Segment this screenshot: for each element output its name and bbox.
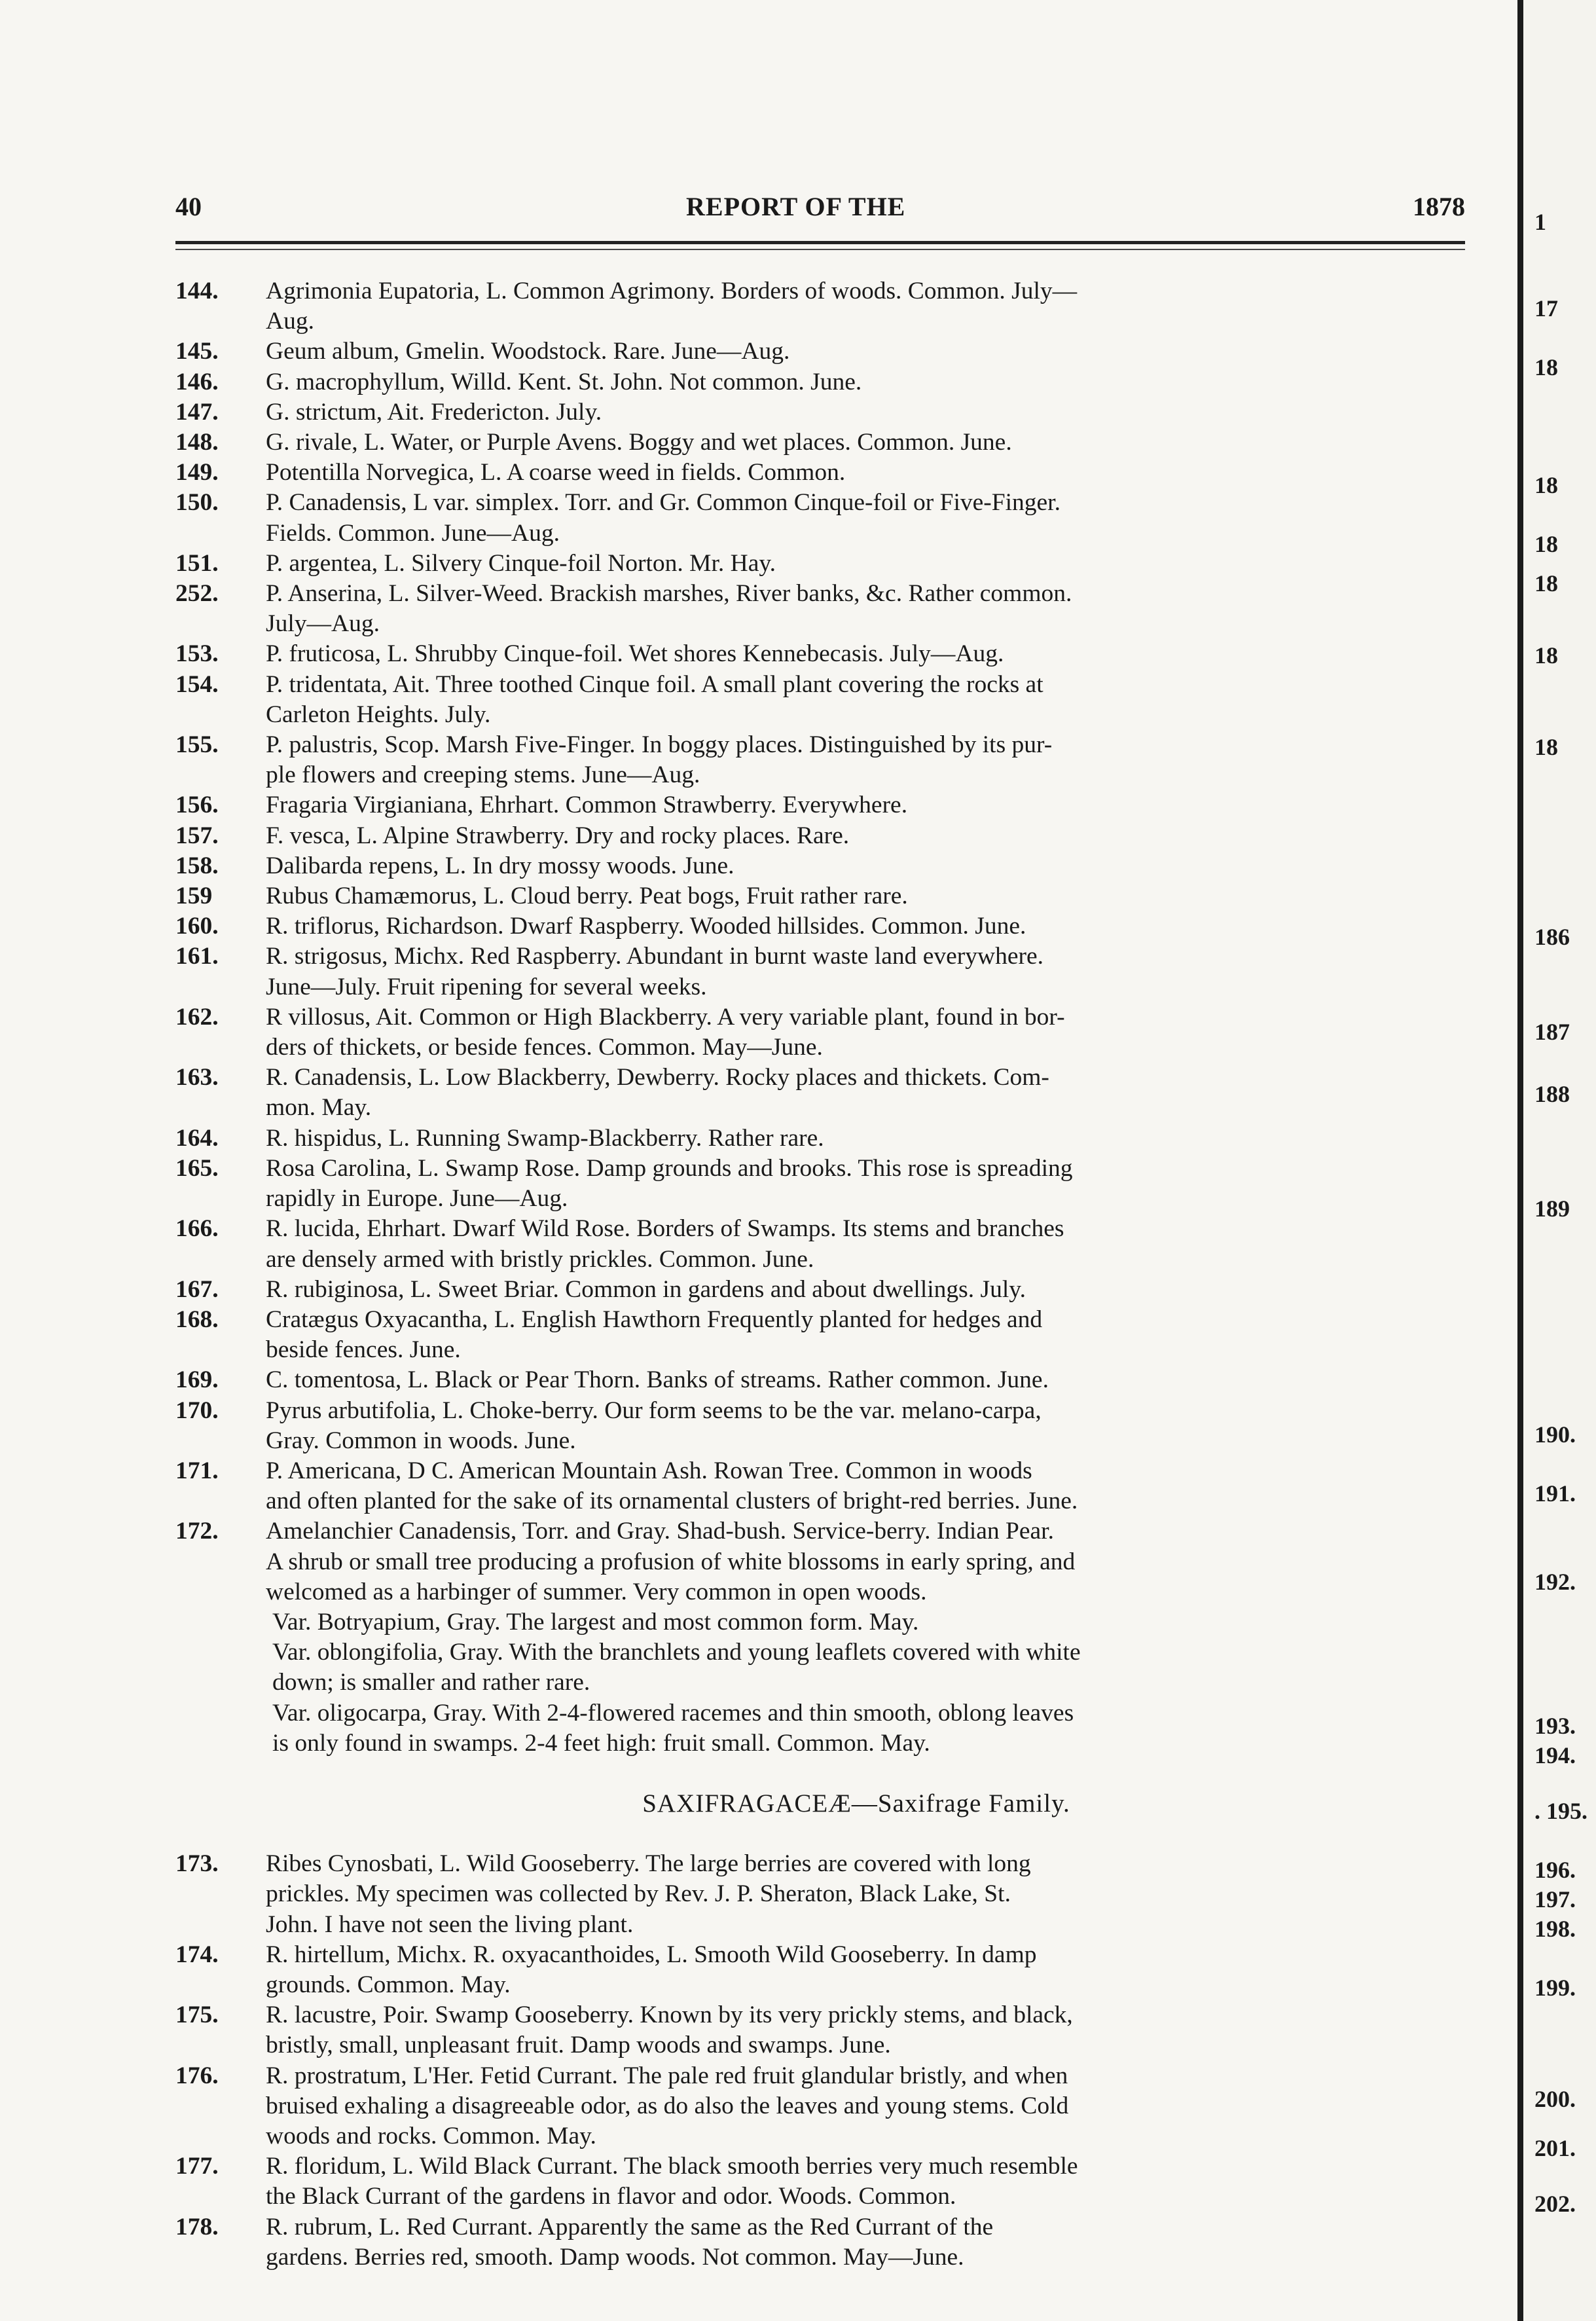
entry-text-line: R. Canadensis, L. Low Blackberry, Dewberry. Rocky places and thickets. Com- bbox=[266, 1064, 1049, 1091]
adjacent-page-number: 18 bbox=[1534, 472, 1558, 498]
variety-text-line: Var. oligocarpa, Gray. With 2-4-flowered racemes and thin smooth, oblong leaves bbox=[272, 1699, 1074, 1727]
entry-text-line: P. tridentata, Ait. Three toothed Cinque foil. A small plant covering the rocks at bbox=[266, 670, 1043, 698]
adjacent-page-number: 192. bbox=[1534, 1569, 1576, 1595]
variety-text-line: Var. oblongifolia, Gray. With the branchlets and young leaflets covered with white bbox=[272, 1639, 1081, 1666]
adjacent-page-number: 188 bbox=[1534, 1081, 1570, 1107]
species-entry bbox=[175, 276, 1459, 337]
entry-text-line: C. tomentosa, L. Black or Pear Thorn. Banks of streams. Rather common. June. bbox=[266, 1366, 1049, 1394]
variety-text-line: Var. Botryapium, Gray. The largest and most common form. May. bbox=[272, 1608, 919, 1636]
entry-text-line: R. lucida, Ehrhart. Dwarf Wild Rose. Borders of Swamps. Its stems and branches bbox=[266, 1215, 1064, 1243]
entry-text-line: G. strictum, Ait. Fredericton. July. bbox=[266, 398, 602, 426]
adjacent-page-number: 197. bbox=[1534, 1886, 1576, 1912]
entry-text-line: Carleton Heights. July. bbox=[266, 701, 491, 728]
adjacent-page-number: 1 bbox=[1534, 209, 1546, 235]
entry-number: 156. bbox=[175, 792, 219, 819]
adjacent-page-number: 191. bbox=[1534, 1480, 1576, 1507]
entry-number: 158. bbox=[175, 852, 219, 879]
species-entry bbox=[175, 1214, 1459, 1274]
entry-number: 178. bbox=[175, 2213, 219, 2240]
variety-text-line: is only found in swamps. 2-4 feet high: fruit small. Common. May. bbox=[272, 1729, 930, 1757]
adjacent-page-number: 198. bbox=[1534, 1916, 1576, 1942]
entry-number: 168. bbox=[175, 1306, 219, 1333]
adjacent-page-number: 186 bbox=[1534, 924, 1570, 950]
entry-number: 164. bbox=[175, 1124, 219, 1152]
entry-number: 145. bbox=[175, 338, 219, 365]
species-entry bbox=[175, 821, 1459, 851]
entry-number: 162. bbox=[175, 1003, 219, 1031]
entry-text-line: June—July. Fruit ripening for several weeks. bbox=[266, 973, 707, 1000]
entry-text-line: Agrimonia Eupatoria, L. Common Agrimony. Borders of woods. Common. July— bbox=[266, 278, 1078, 304]
species-entry bbox=[175, 639, 1459, 669]
entry-text-line: ders of thickets, or beside fences. Common. May—June. bbox=[266, 1034, 823, 1061]
entry-text-line: R. prostratum, L'Her. Fetid Currant. The pale red fruit glandular bristly, and when bbox=[266, 2062, 1068, 2089]
entry-text-line: R. hirtellum, Michx. R. oxyacanthoides, L. Smooth Wild Gooseberry. In damp bbox=[266, 1941, 1037, 1968]
adjacent-page-number: 190. bbox=[1534, 1421, 1576, 1448]
entry-number: 169. bbox=[175, 1366, 219, 1394]
entry-number: 173. bbox=[175, 1850, 219, 1878]
species-entry bbox=[175, 2061, 1459, 2152]
entry-text-line: gardens. Berries red, smooth. Damp woods. Not common. May—June. bbox=[266, 2243, 964, 2271]
entry-number: 149. bbox=[175, 459, 219, 486]
adjacent-page-number: 18 bbox=[1534, 570, 1558, 596]
entry-text-line: bruised exhaling a disagreeable odor, as do also the leaves and young stems. Cold bbox=[266, 2092, 1069, 2119]
running-header bbox=[175, 191, 1465, 228]
entry-number: 160. bbox=[175, 913, 219, 940]
entry-text-line: beside fences. June. bbox=[266, 1336, 461, 1364]
adjacent-page-number: 196. bbox=[1534, 1857, 1576, 1883]
entry-number: 175. bbox=[175, 2001, 219, 2029]
species-entry bbox=[175, 579, 1459, 639]
entry-number: 171. bbox=[175, 1457, 219, 1484]
entry-text-line: Rubus Chamæmorus, L. Cloud berry. Peat bogs, Fruit rather rare. bbox=[266, 883, 908, 910]
variety-text-line: down; is smaller and rather rare. bbox=[272, 1669, 590, 1696]
adjacent-page-number: 18 bbox=[1534, 642, 1558, 668]
species-entry bbox=[175, 367, 1459, 397]
entry-number: 170. bbox=[175, 1397, 219, 1424]
entry-number: 150. bbox=[175, 489, 219, 517]
adjacent-page-number: 194. bbox=[1534, 1742, 1576, 1768]
entry-number: 177. bbox=[175, 2153, 219, 2180]
species-entry bbox=[175, 2000, 1459, 2060]
species-entry bbox=[175, 851, 1459, 881]
species-entry bbox=[175, 881, 1459, 911]
entry-number: 154. bbox=[175, 670, 219, 698]
species-entry bbox=[175, 1063, 1459, 1123]
adjacent-page-numbers bbox=[1525, 0, 1596, 2321]
entry-number: 166. bbox=[175, 1215, 219, 1243]
entry-number: 146. bbox=[175, 368, 219, 395]
species-entry bbox=[175, 488, 1459, 548]
species-entry bbox=[175, 790, 1459, 820]
entry-number: 163. bbox=[175, 1064, 219, 1091]
page-number: 40 bbox=[175, 192, 202, 221]
entry-text-line: G. macrophyllum, Willd. Kent. St. John. Not common. June. bbox=[266, 368, 862, 395]
entry-text-line: P. Americana, D C. American Mountain Ash. Rowan Tree. Common in woods bbox=[266, 1457, 1032, 1484]
entry-text-line: R villosus, Ait. Common or High Blackberry. A very variable plant, found in bor- bbox=[266, 1003, 1065, 1031]
entry-text-line: R. lacustre, Poir. Swamp Gooseberry. Known by its very prickly stems, and black, bbox=[266, 2001, 1073, 2029]
entry-number: 147. bbox=[175, 398, 219, 426]
header-year: 1878 bbox=[1413, 192, 1465, 221]
species-entry bbox=[175, 1275, 1459, 1305]
entry-text-line: Potentilla Norvegica, L. A coarse weed in fields. Common. bbox=[266, 459, 846, 486]
entry-text-line: woods and rocks. Common. May. bbox=[266, 2122, 596, 2149]
species-entry bbox=[175, 1154, 1459, 1214]
entry-text-line: R. floridum, L. Wild Black Currant. The black smooth berries very much resemble bbox=[266, 2153, 1078, 2180]
adjacent-page-number: 199. bbox=[1534, 1975, 1576, 2001]
entry-number: 155. bbox=[175, 731, 219, 759]
header-rule-thin bbox=[175, 249, 1465, 250]
species-entry bbox=[175, 549, 1459, 579]
adjacent-page-number: 18 bbox=[1534, 531, 1558, 557]
entry-number: 157. bbox=[175, 822, 219, 849]
species-entry bbox=[175, 730, 1459, 790]
entry-text-line: R. rubiginosa, L. Sweet Briar. Common in gardens and about dwellings. July. bbox=[266, 1275, 1026, 1303]
entry-number: 151. bbox=[175, 549, 219, 577]
header-rule-thick bbox=[175, 241, 1465, 244]
entry-text-line: July—Aug. bbox=[266, 610, 380, 638]
adjacent-page-number: 201. bbox=[1534, 2135, 1576, 2161]
entry-text-line: are densely armed with bristly prickles. Common. June. bbox=[266, 1245, 814, 1273]
entry-text-line: P. fruticosa, L. Shrubby Cinque-foil. Wet shores Kennebecasis. July—Aug. bbox=[266, 640, 1004, 668]
adjacent-page-number: . 195. bbox=[1534, 1798, 1587, 1824]
entry-number: 172. bbox=[175, 1518, 219, 1545]
entry-text-line: Ribes Cynosbati, L. Wild Gooseberry. The large berries are covered with long bbox=[266, 1850, 1031, 1878]
page-body bbox=[175, 276, 1459, 2273]
entry-text-line: P. argentea, L. Silvery Cinque-foil Norton. Mr. Hay. bbox=[266, 549, 776, 577]
entry-text-line: and often planted for the sake of its ornamental clusters of bright-red berries. June. bbox=[266, 1488, 1078, 1515]
entry-text-line: Aug. bbox=[266, 308, 314, 335]
species-entry bbox=[175, 428, 1459, 458]
entry-text-line: F. vesca, L. Alpine Strawberry. Dry and rocky places. Rare. bbox=[266, 822, 850, 849]
species-entry bbox=[175, 911, 1459, 941]
entry-text-line: R. hispidus, L. Running Swamp-Blackberry. Rather rare. bbox=[266, 1124, 824, 1152]
variety-list bbox=[175, 1607, 1459, 1759]
entry-number: 165. bbox=[175, 1154, 219, 1182]
entry-text-line: Fields. Common. June—Aug. bbox=[266, 519, 560, 547]
species-entry bbox=[175, 458, 1459, 488]
entry-number: 167. bbox=[175, 1275, 219, 1303]
entry-text-line: prickles. My specimen was collected by Rev. J. P. Sheraton, Black Lake, St. bbox=[266, 1880, 1011, 1908]
species-entry bbox=[175, 670, 1459, 730]
entry-text-line: R. strigosus, Michx. Red Raspberry. Abundant in burnt waste land everywhere. bbox=[266, 943, 1043, 970]
entry-text-line: Dalibarda repens, L. In dry mossy woods. June. bbox=[266, 852, 735, 879]
entry-list-saxifragaceae bbox=[175, 1849, 1459, 2273]
entry-text-line: P. Anserina, L. Silver-Weed. Brackish marshes, River banks, &c. Rather common. bbox=[266, 580, 1072, 608]
species-entry bbox=[175, 1396, 1459, 1456]
adjacent-page-number: 18 bbox=[1534, 734, 1558, 760]
species-entry bbox=[175, 1124, 1459, 1154]
entry-text-line: R. rubrum, L. Red Currant. Apparently the same as the Red Currant of the bbox=[266, 2213, 994, 2240]
entry-text-line: Pyrus arbutifolia, L. Choke-berry. Our form seems to be the var. melano-carpa, bbox=[266, 1397, 1042, 1424]
entry-number: 161. bbox=[175, 943, 219, 970]
entry-list-rosaceae bbox=[175, 276, 1459, 1607]
entry-text-line: Geum album, Gmelin. Woodstock. Rare. June—Aug. bbox=[266, 338, 790, 365]
entry-text-line: mon. May. bbox=[266, 1094, 372, 1122]
entry-number: 174. bbox=[175, 1941, 219, 1968]
adjacent-page-number: 189 bbox=[1534, 1196, 1570, 1222]
adjacent-page-number: 200. bbox=[1534, 2086, 1576, 2112]
entry-number: 148. bbox=[175, 429, 219, 456]
entry-text-line: P. Canadensis, L var. simplex. Torr. and Gr. Common Cinque-foil or Five-Finger. bbox=[266, 489, 1061, 517]
entry-number: 159 bbox=[175, 883, 213, 910]
entry-text-line: R. triflorus, Richardson. Dwarf Raspberry. Wooded hillsides. Common. June. bbox=[266, 913, 1026, 940]
adjacent-page-number: 193. bbox=[1534, 1713, 1576, 1739]
entry-text-line: Gray. Common in woods. June. bbox=[266, 1427, 576, 1454]
species-entry bbox=[175, 1365, 1459, 1395]
variety-entry bbox=[272, 1607, 1459, 1637]
species-entry bbox=[175, 397, 1459, 428]
species-entry bbox=[175, 337, 1459, 367]
entry-number: 252. bbox=[175, 580, 219, 608]
gutter-divider bbox=[1517, 0, 1523, 2321]
species-entry bbox=[175, 2151, 1459, 2212]
variety-entry bbox=[272, 1637, 1459, 1698]
adjacent-page-number: 17 bbox=[1534, 295, 1558, 321]
entry-text-line: John. I have not seen the living plant. bbox=[266, 1910, 634, 1938]
entry-text-line: P. palustris, Scop. Marsh Five-Finger. In boggy places. Distinguished by its pur- bbox=[266, 731, 1053, 759]
entry-number: 176. bbox=[175, 2062, 219, 2089]
entry-text-line: ple flowers and creeping stems. June—Aug. bbox=[266, 761, 700, 789]
section-heading: SAXIFRAGACEÆ—Saxifrage Family. bbox=[642, 1789, 1070, 1818]
species-entry bbox=[175, 1849, 1459, 1940]
species-entry bbox=[175, 2212, 1459, 2273]
entry-text-line: A shrub or small tree producing a profusion of white blossoms in early spring, and bbox=[266, 1548, 1076, 1575]
running-title: REPORT OF THE bbox=[686, 192, 906, 221]
entry-text-line: Rosa Carolina, L. Swamp Rose. Damp grounds and brooks. This rose is spreading bbox=[266, 1154, 1073, 1182]
entry-text-line: G. rivale, L. Water, or Purple Avens. Boggy and wet places. Common. June. bbox=[266, 429, 1012, 456]
variety-entry bbox=[272, 1698, 1459, 1759]
entry-text-line: rapidly in Europe. June—Aug. bbox=[266, 1185, 568, 1213]
species-entry bbox=[175, 1940, 1459, 2000]
entry-number: 153. bbox=[175, 640, 219, 668]
species-entry bbox=[175, 1305, 1459, 1365]
entry-text-line: Amelanchier Canadensis, Torr. and Gray. Shad-bush. Service-berry. Indian Pear. bbox=[266, 1518, 1054, 1545]
entry-text-line: Fragaria Virgianiana, Ehrhart. Common Strawberry. Everywhere. bbox=[266, 792, 908, 819]
entry-text-line: Cratægus Oxyacantha, L. English Hawthorn Frequently planted for hedges and bbox=[266, 1306, 1043, 1333]
species-entry bbox=[175, 1002, 1459, 1063]
entry-text-line: welcomed as a harbinger of summer. Very common in open woods. bbox=[266, 1578, 927, 1605]
entry-number: 144. bbox=[175, 278, 219, 304]
species-entry bbox=[175, 941, 1459, 1002]
species-entry bbox=[175, 1456, 1459, 1516]
entry-text-line: grounds. Common. May. bbox=[266, 1971, 511, 1998]
adjacent-page-number: 202. bbox=[1534, 2191, 1576, 2217]
species-entry bbox=[175, 1516, 1459, 1607]
entry-text-line: the Black Currant of the gardens in flavor and odor. Woods. Common. bbox=[266, 2183, 956, 2210]
adjacent-page-number: 18 bbox=[1534, 354, 1558, 380]
entry-text-line: bristly, small, unpleasant fruit. Damp woods and swamps. June. bbox=[266, 2032, 891, 2059]
adjacent-page-number: 187 bbox=[1534, 1019, 1570, 1045]
